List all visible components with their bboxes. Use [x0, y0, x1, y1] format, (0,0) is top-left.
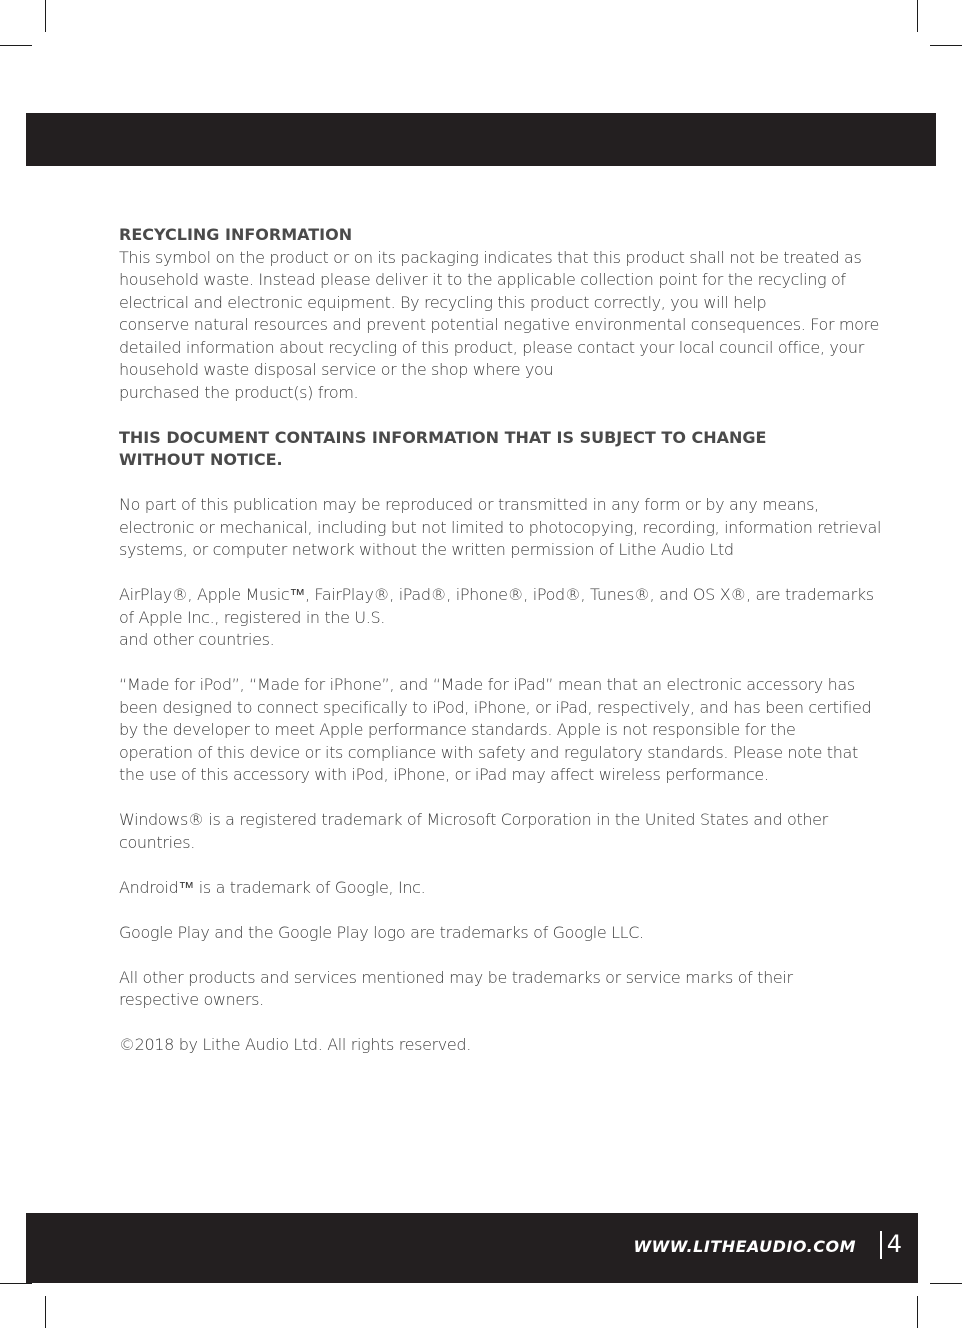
crop-mark — [0, 45, 32, 46]
text-line: been designed to connect specifically to iPod, iPhone, or iPad, respectively, and has been certified — [119, 697, 872, 717]
crop-mark — [917, 0, 918, 32]
spacer — [119, 854, 849, 877]
text-line: conserve natural resources and prevent potential negative environmental consequences. For more — [119, 315, 879, 334]
text-line: This symbol on the product or on its packaging indicates that this product shall not be treated as — [119, 247, 862, 267]
recycling-section — [119, 224, 879, 404]
crop-mark — [930, 45, 962, 46]
text-line: All other products and services mentioned may be trademarks or service marks of their — [119, 967, 793, 987]
header-band — [26, 113, 936, 166]
text-line: No part of this publication may be reproduced or transmitted in any form or by any means, — [119, 495, 819, 514]
spacer — [119, 652, 849, 675]
reproduction-paragraph — [119, 494, 882, 562]
recycling-heading: RECYCLING INFORMATION — [119, 225, 353, 244]
text-line: electronic or mechanical, including but not limited to photocopying, recording, information retrieval — [119, 517, 882, 537]
apple-trademarks-paragraph — [119, 584, 874, 652]
footer-divider — [880, 1231, 882, 1259]
text-line: operation of this device or its compliance with safety and regulatory standards. Please note that — [119, 742, 858, 762]
text-line: “Made for iPod”, “Made for iPhone”, and “Made for iPad” mean that an electronic accessory has — [119, 675, 855, 694]
text-line: Android™ is a trademark of Google, Inc. — [119, 877, 426, 897]
crop-mark — [0, 1283, 32, 1284]
text-line: the use of this accessory with iPod, iPhone, or iPad may affect wireless performance. — [119, 765, 769, 784]
text-line: respective owners. — [119, 990, 264, 1009]
spacer — [119, 562, 849, 585]
text-line: systems, or computer network without the written permission of Lithe Audio Ltd — [119, 540, 734, 559]
website-url[interactable]: WWW.LITHEAUDIO.COM — [633, 1237, 856, 1256]
text-line: of Apple Inc., registered in the U.S. — [119, 607, 386, 627]
google-play-paragraph — [119, 922, 849, 945]
spacer — [119, 1012, 849, 1035]
made-for-paragraph — [119, 674, 872, 787]
spacer — [119, 404, 849, 427]
text-line: electrical and electronic equipment. By recycling this product correctly, you will help — [119, 292, 767, 312]
document-body — [119, 224, 882, 1057]
text-line: Google Play and the Google Play logo are trademarks of Google LLC. — [119, 922, 644, 942]
crop-mark — [45, 1296, 46, 1328]
crop-mark — [930, 1283, 962, 1284]
text-line: by the developer to meet Apple performance standards. Apple is not responsible for the — [119, 720, 796, 739]
text-line: and other countries. — [119, 630, 275, 649]
other-marks-paragraph — [119, 967, 849, 1012]
android-paragraph — [119, 877, 849, 900]
page-number: 4 — [886, 1230, 902, 1258]
change-notice-heading — [119, 427, 849, 472]
text-line: AirPlay®, Apple Music™, FairPlay®, iPad®, iPhone®, iPod®, Tunes®, and OS X®, are trademarks — [119, 585, 874, 604]
footer-band — [26, 1213, 918, 1283]
windows-paragraph — [119, 809, 849, 854]
crop-mark — [917, 1296, 918, 1328]
notice-section — [119, 427, 849, 472]
text-line: Windows® is a registered trademark of Microsoft Corporation in the United States and other — [119, 810, 828, 829]
text-line: purchased the product(s) from. — [119, 382, 359, 402]
text-line: ©2018 by Lithe Audio Ltd. All rights reserved. — [119, 1035, 471, 1054]
spacer — [119, 787, 849, 810]
text-line: detailed information about recycling of this product, please contact your local council office, your — [119, 337, 864, 357]
text-line: household waste disposal service or the shop where you — [119, 360, 554, 379]
text-line: household waste. Instead please deliver it to the applicable collection point for the recycling of — [119, 270, 846, 289]
copyright-paragraph — [119, 1034, 849, 1057]
crop-mark — [45, 0, 46, 32]
spacer — [119, 472, 849, 495]
text-line: WITHOUT NOTICE. — [119, 450, 283, 469]
text-line: countries. — [119, 832, 195, 852]
spacer — [119, 944, 849, 967]
text-line: THIS DOCUMENT CONTAINS INFORMATION THAT IS SUBJECT TO CHANGE — [119, 427, 767, 447]
spacer — [119, 899, 849, 922]
recycling-paragraph — [119, 247, 879, 405]
